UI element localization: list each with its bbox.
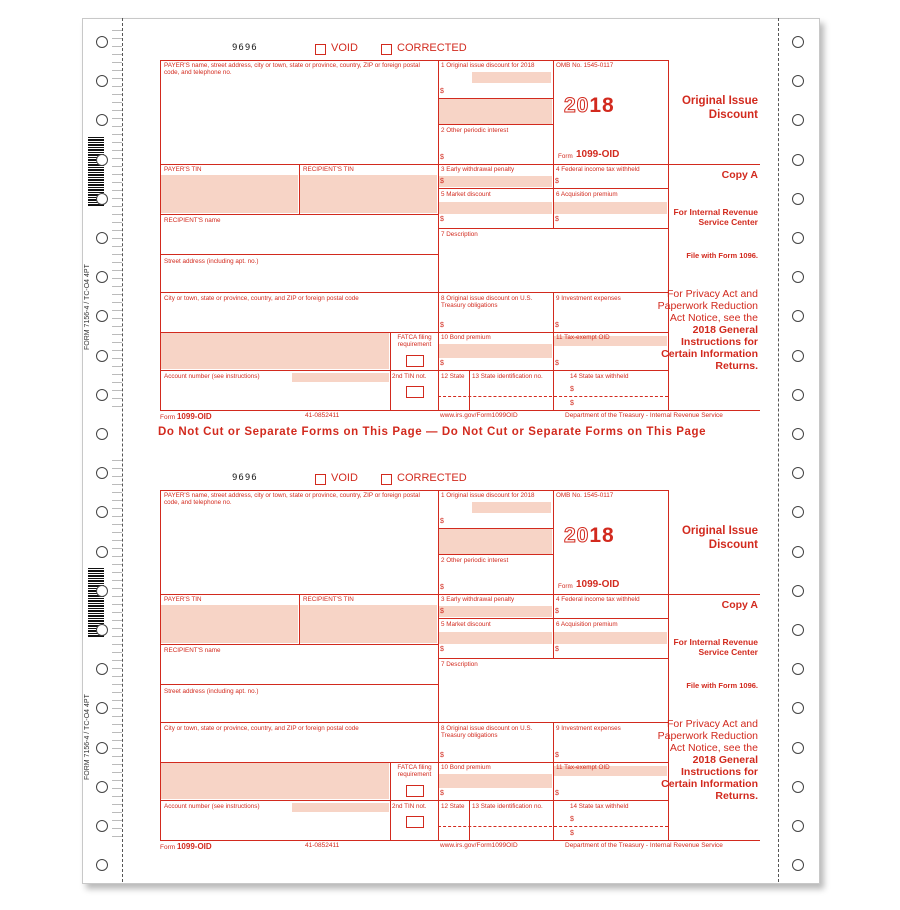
dollar-sign: $ — [570, 400, 574, 407]
for-irs-label: For Internal Revenue Service Center — [673, 637, 758, 657]
box5-label: 5 Market discount — [441, 191, 491, 198]
dollar-sign: $ — [555, 360, 559, 367]
void-label: VOID — [331, 472, 358, 484]
form-title: Original Issue Discount — [681, 525, 758, 551]
irs-url[interactable]: www.irs.gov/Form1099OID — [440, 412, 518, 419]
box9-label: 9 Investment expenses — [556, 725, 621, 732]
box11-label: 11 Tax-exempt OID — [556, 764, 610, 771]
fatca-checkbox[interactable] — [406, 785, 424, 797]
dollar-sign: $ — [440, 360, 444, 367]
tractor-hole — [792, 193, 804, 205]
box8-label: 8 Original issue discount on U.S. Treasury obligations — [441, 725, 533, 740]
dollar-sign: $ — [555, 752, 559, 759]
second-tin-checkbox[interactable] — [406, 816, 424, 828]
box14-label: 14 State tax withheld — [570, 803, 629, 810]
account-number-label: Account number (see instructions) — [164, 373, 260, 380]
tractor-hole — [96, 781, 108, 793]
box2-label: 2 Other periodic interest — [441, 557, 509, 564]
margin-vertical-text: FORM 7156-4 / TC-O4 4PT — [84, 264, 91, 350]
street-address-label: Street address (including apt. no.) — [164, 688, 259, 695]
tractor-hole — [96, 428, 108, 440]
tractor-hole — [96, 585, 108, 597]
dollar-sign: $ — [440, 322, 444, 329]
omb-number: OMB No. 1545-0117 — [556, 62, 614, 69]
payer-tin-label: PAYER'S TIN — [164, 596, 202, 603]
dollar-sign: $ — [555, 790, 559, 797]
form-code: 9696 — [232, 43, 258, 53]
box4-label: 4 Federal income tax withheld — [556, 596, 640, 603]
form-1099-oid-top — [160, 42, 760, 480]
tractor-hole — [792, 546, 804, 558]
box7-label: 7 Description — [441, 661, 478, 668]
tractor-hole — [792, 585, 804, 597]
dollar-sign: $ — [440, 178, 444, 185]
box6-label: 6 Acquisition premium — [556, 621, 618, 628]
box10-label: 10 Bond premium — [441, 334, 491, 341]
dollar-sign: $ — [440, 584, 444, 591]
privacy-notice — [654, 288, 758, 372]
tractor-hole — [792, 389, 804, 401]
recipient-tin-label: RECIPIENT'S TIN — [303, 166, 354, 173]
dollar-sign: $ — [440, 608, 444, 615]
department-text: Department of the Treasury - Internal Revenue Service — [565, 412, 723, 419]
payer-label: PAYER'S name, street address, city or town, state or province, country, ZIP or foreign postal code, and telephone no. — [164, 492, 420, 507]
separator-warning: Do Not Cut or Separate Forms on This Page — Do Not Cut or Separate Forms on This Page — [158, 426, 707, 438]
second-tin-checkbox[interactable] — [406, 386, 424, 398]
box2-label: 2 Other periodic interest — [441, 127, 509, 134]
dollar-sign: $ — [440, 216, 444, 223]
box11-label: 11 Tax-exempt OID — [556, 334, 610, 341]
city-label: City or town, state or province, country, and ZIP or foreign postal code — [164, 725, 359, 732]
box12-label: 12 State — [441, 373, 465, 380]
fatca-checkbox[interactable] — [406, 355, 424, 367]
privacy-text: For Privacy Act and Paperwork Reduction Act Notice, see the — [657, 718, 758, 754]
tractor-hole — [96, 742, 108, 754]
tractor-hole — [792, 781, 804, 793]
box13-label: 13 State identification no. — [472, 803, 543, 810]
form-word: Form — [558, 153, 573, 160]
dollar-sign: $ — [440, 154, 444, 161]
irs-url[interactable]: www.irs.gov/Form1099OID — [440, 842, 518, 849]
form-name: 1099-OID — [576, 579, 620, 590]
dollar-sign: $ — [555, 646, 559, 653]
tractor-hole — [792, 820, 804, 832]
file-with-label: File with Form 1096. — [686, 251, 758, 260]
fatca-label: FATCA filing requirement — [397, 334, 432, 349]
recipient-name-label: RECIPIENT'S name — [164, 647, 221, 654]
tractor-hole — [96, 624, 108, 636]
box8-label: 8 Original issue discount on U.S. Treasury obligations — [441, 295, 533, 310]
box1-label: 1 Original issue discount for 2018 — [441, 62, 535, 69]
void-label: VOID — [331, 42, 358, 54]
recipient-tin-label: RECIPIENT'S TIN — [303, 596, 354, 603]
second-tin-label: 2nd TIN not. — [392, 373, 427, 380]
tractor-hole — [96, 546, 108, 558]
form-title: Original Issue Discount — [681, 95, 758, 121]
dollar-sign: $ — [440, 790, 444, 797]
dollar-sign: $ — [555, 216, 559, 223]
dollar-sign: $ — [555, 178, 559, 185]
right-perforation — [778, 18, 779, 882]
tractor-hole — [792, 232, 804, 244]
dollar-sign: $ — [440, 88, 444, 95]
dollar-sign: $ — [440, 752, 444, 759]
form-code: 9696 — [232, 473, 258, 483]
dollar-sign: $ — [570, 830, 574, 837]
privacy-instructions: 2018 General Instructions for Certain Information Returns. — [661, 754, 758, 802]
corrected-label: CORRECTED — [397, 42, 467, 54]
dollar-sign: $ — [555, 608, 559, 615]
second-tin-label: 2nd TIN not. — [392, 803, 427, 810]
tractor-hole — [96, 193, 108, 205]
for-irs-label: For Internal Revenue Service Center — [673, 207, 758, 227]
void-checkbox[interactable] — [315, 44, 326, 55]
omb-number: OMB No. 1545-0117 — [556, 492, 614, 499]
tractor-hole — [792, 624, 804, 636]
corrected-checkbox[interactable] — [381, 474, 392, 485]
privacy-instructions: 2018 General Instructions for Certain Information Returns. — [661, 324, 758, 372]
tractor-hole — [792, 742, 804, 754]
tractor-hole — [96, 820, 108, 832]
account-number-label: Account number (see instructions) — [164, 803, 260, 810]
fatca-label: FATCA filing requirement — [397, 764, 432, 779]
tractor-hole — [792, 36, 804, 48]
box7-label: 7 Description — [441, 231, 478, 238]
tractor-hole — [96, 232, 108, 244]
corrected-checkbox[interactable] — [381, 44, 392, 55]
cat-number: 41-0852411 — [305, 412, 340, 419]
copy-label: Copy A — [721, 169, 758, 181]
privacy-notice — [654, 718, 758, 802]
copy-label: Copy A — [721, 599, 758, 611]
tractor-hole — [96, 389, 108, 401]
recipient-name-label: RECIPIENT'S name — [164, 217, 221, 224]
privacy-text: For Privacy Act and Paperwork Reduction Act Notice, see the — [657, 288, 758, 324]
corrected-label: CORRECTED — [397, 472, 467, 484]
form-name: 1099-OID — [576, 149, 620, 160]
box5-label: 5 Market discount — [441, 621, 491, 628]
box4-label: 4 Federal income tax withheld — [556, 166, 640, 173]
box6-label: 6 Acquisition premium — [556, 191, 618, 198]
dollar-sign: $ — [440, 646, 444, 653]
dollar-sign: $ — [555, 322, 559, 329]
tractor-hole — [792, 428, 804, 440]
footer-form-word: Form 1099-OID — [160, 412, 212, 421]
box14-label: 14 State tax withheld — [570, 373, 629, 380]
tax-year: 2018 — [564, 524, 615, 547]
dollar-sign: $ — [570, 386, 574, 393]
city-label: City or town, state or province, country, and ZIP or foreign postal code — [164, 295, 359, 302]
form-1099-oid-bottom — [160, 472, 760, 910]
box13-label: 13 State identification no. — [472, 373, 543, 380]
left-perforation — [122, 18, 123, 882]
payer-label: PAYER'S name, street address, city or town, state or province, country, ZIP or foreign postal code, and telephone no. — [164, 62, 420, 77]
void-checkbox[interactable] — [315, 474, 326, 485]
tax-year: 2018 — [564, 94, 615, 117]
dollar-sign: $ — [570, 816, 574, 823]
gutter-ticks-bottom — [112, 460, 122, 840]
gutter-ticks-top — [112, 30, 122, 410]
department-text: Department of the Treasury - Internal Revenue Service — [565, 842, 723, 849]
box3-label: 3 Early withdrawal penalty — [441, 596, 515, 603]
payer-tin-label: PAYER'S TIN — [164, 166, 202, 173]
tractor-hole — [792, 154, 804, 166]
cat-number: 41-0852411 — [305, 842, 340, 849]
box10-label: 10 Bond premium — [441, 764, 491, 771]
tractor-hole — [792, 350, 804, 362]
tractor-hole — [96, 350, 108, 362]
box1-label: 1 Original issue discount for 2018 — [441, 492, 535, 499]
box12-label: 12 State — [441, 803, 465, 810]
box3-label: 3 Early withdrawal penalty — [441, 166, 515, 173]
footer-form-word: Form 1099-OID — [160, 842, 212, 851]
tractor-hole — [96, 36, 108, 48]
form-word: Form — [558, 583, 573, 590]
box9-label: 9 Investment expenses — [556, 295, 621, 302]
street-address-label: Street address (including apt. no.) — [164, 258, 259, 265]
tractor-hole — [96, 154, 108, 166]
dollar-sign: $ — [440, 518, 444, 525]
margin-vertical-text: FORM 7156-4 / TC-O4 4PT — [84, 694, 91, 780]
file-with-label: File with Form 1096. — [686, 681, 758, 690]
